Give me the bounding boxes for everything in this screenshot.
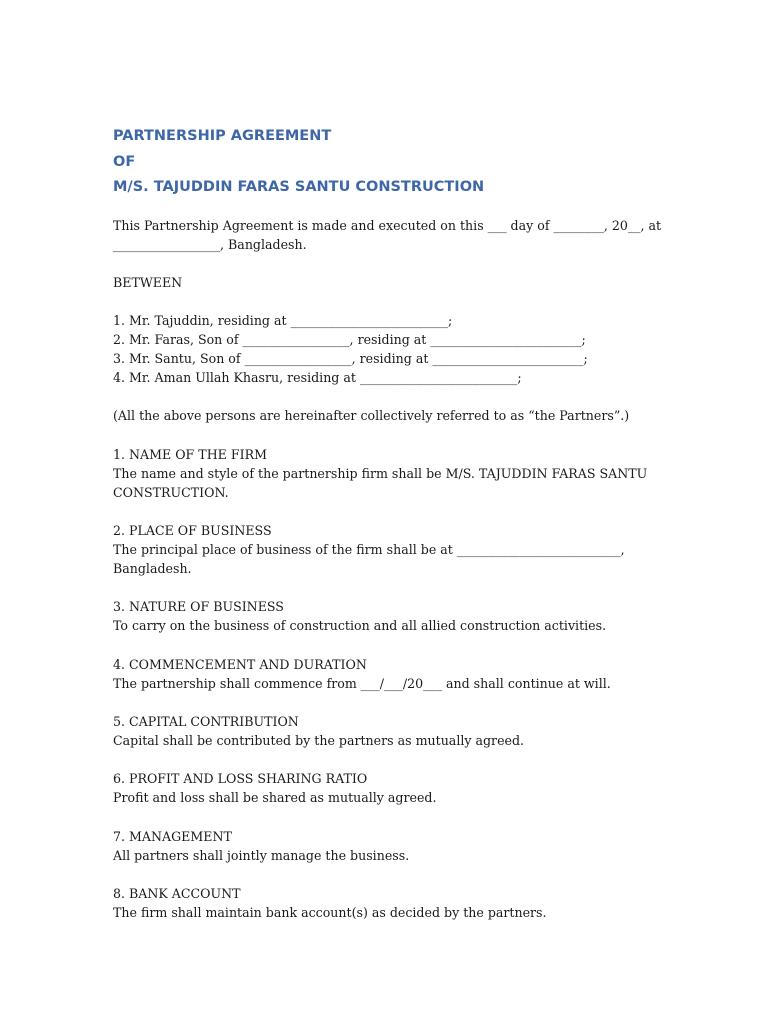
party-item: 1. Mr. Tajuddin, residing at _________________________; [113, 312, 453, 328]
section-capital-contribution [113, 712, 653, 750]
section-heading: 5. CAPITAL CONTRIBUTION [113, 713, 299, 729]
document-title [113, 124, 653, 201]
party-item: 3. Mr. Santu, Son of _________________, residing at ________________________; [113, 351, 588, 367]
section-heading: 6. PROFIT AND LOSS SHARING RATIO [113, 771, 368, 787]
section-body-line: Capital shall be contributed by the partners as mutually agreed. [113, 733, 525, 749]
section-nature-of-business [113, 597, 653, 635]
party-item: 4. Mr. Aman Ullah Khasru, residing at _________________________; [113, 370, 522, 386]
section-commencement [113, 655, 653, 693]
section-place-of-business [113, 521, 653, 578]
title-line: PARTNERSHIP AGREEMENT [113, 128, 332, 144]
section-heading: 7. MANAGEMENT [113, 828, 232, 844]
section-body [113, 846, 653, 865]
parties-list [113, 311, 653, 387]
section-heading: 2. PLACE OF BUSINESS [113, 523, 272, 538]
section-heading: 4. COMMENCEMENT AND DURATION [113, 656, 367, 672]
section-body-line: The principal place of business of the firm shall be at __________________________, [113, 542, 625, 558]
section-heading: 3. NATURE OF BUSINESS [113, 599, 284, 615]
section-body-line: CONSTRUCTION. [113, 484, 229, 500]
title-line: M/S. TAJUDDIN FARAS SANTU CONSTRUCTION [113, 179, 485, 195]
section-heading: 8. BANK ACCOUNT [113, 885, 241, 901]
collective-note: (All the above persons are hereinafter collectively referred to as “the Partners”.) [113, 408, 630, 424]
section-body-line: All partners shall jointly manage the business. [113, 847, 410, 863]
section-body [113, 788, 653, 807]
section-body-line: Profit and loss shall be shared as mutually agreed. [113, 790, 437, 806]
section-body [113, 731, 653, 750]
intro-paragraph [113, 216, 662, 254]
section-body [113, 464, 653, 502]
section-heading: 1. NAME OF THE FIRM [113, 446, 267, 462]
between-label: BETWEEN [113, 274, 183, 290]
section-body [113, 540, 653, 578]
document-page [113, 124, 662, 941]
intro-line: This Partnership Agreement is made and executed on this ___ day of ________, 20__, at [113, 217, 662, 233]
section-body-line: The firm shall maintain bank account(s) as decided by the partners. [113, 904, 547, 920]
section-body-line: To carry on the business of construction and all allied construction activities. [113, 618, 607, 634]
section-body-line: Bangladesh. [113, 561, 192, 577]
section-body-line: The partnership shall commence from ___/___/20___ and shall continue at will. [113, 675, 611, 691]
section-body [113, 674, 653, 693]
section-body [113, 616, 653, 635]
intro-line: _________________, Bangladesh. [113, 236, 307, 252]
title-line: OF [113, 153, 136, 170]
party-item: 2. Mr. Faras, Son of _________________, residing at ________________________; [113, 332, 586, 348]
section-management [113, 827, 653, 865]
section-profit-loss [113, 769, 653, 807]
section-bank-account [113, 884, 653, 922]
section-body [113, 903, 653, 922]
section-body-line: The name and style of the partnership firm shall be M/S. TAJUDDIN FARAS SANTU [113, 465, 648, 481]
section-name-of-firm [113, 445, 653, 502]
